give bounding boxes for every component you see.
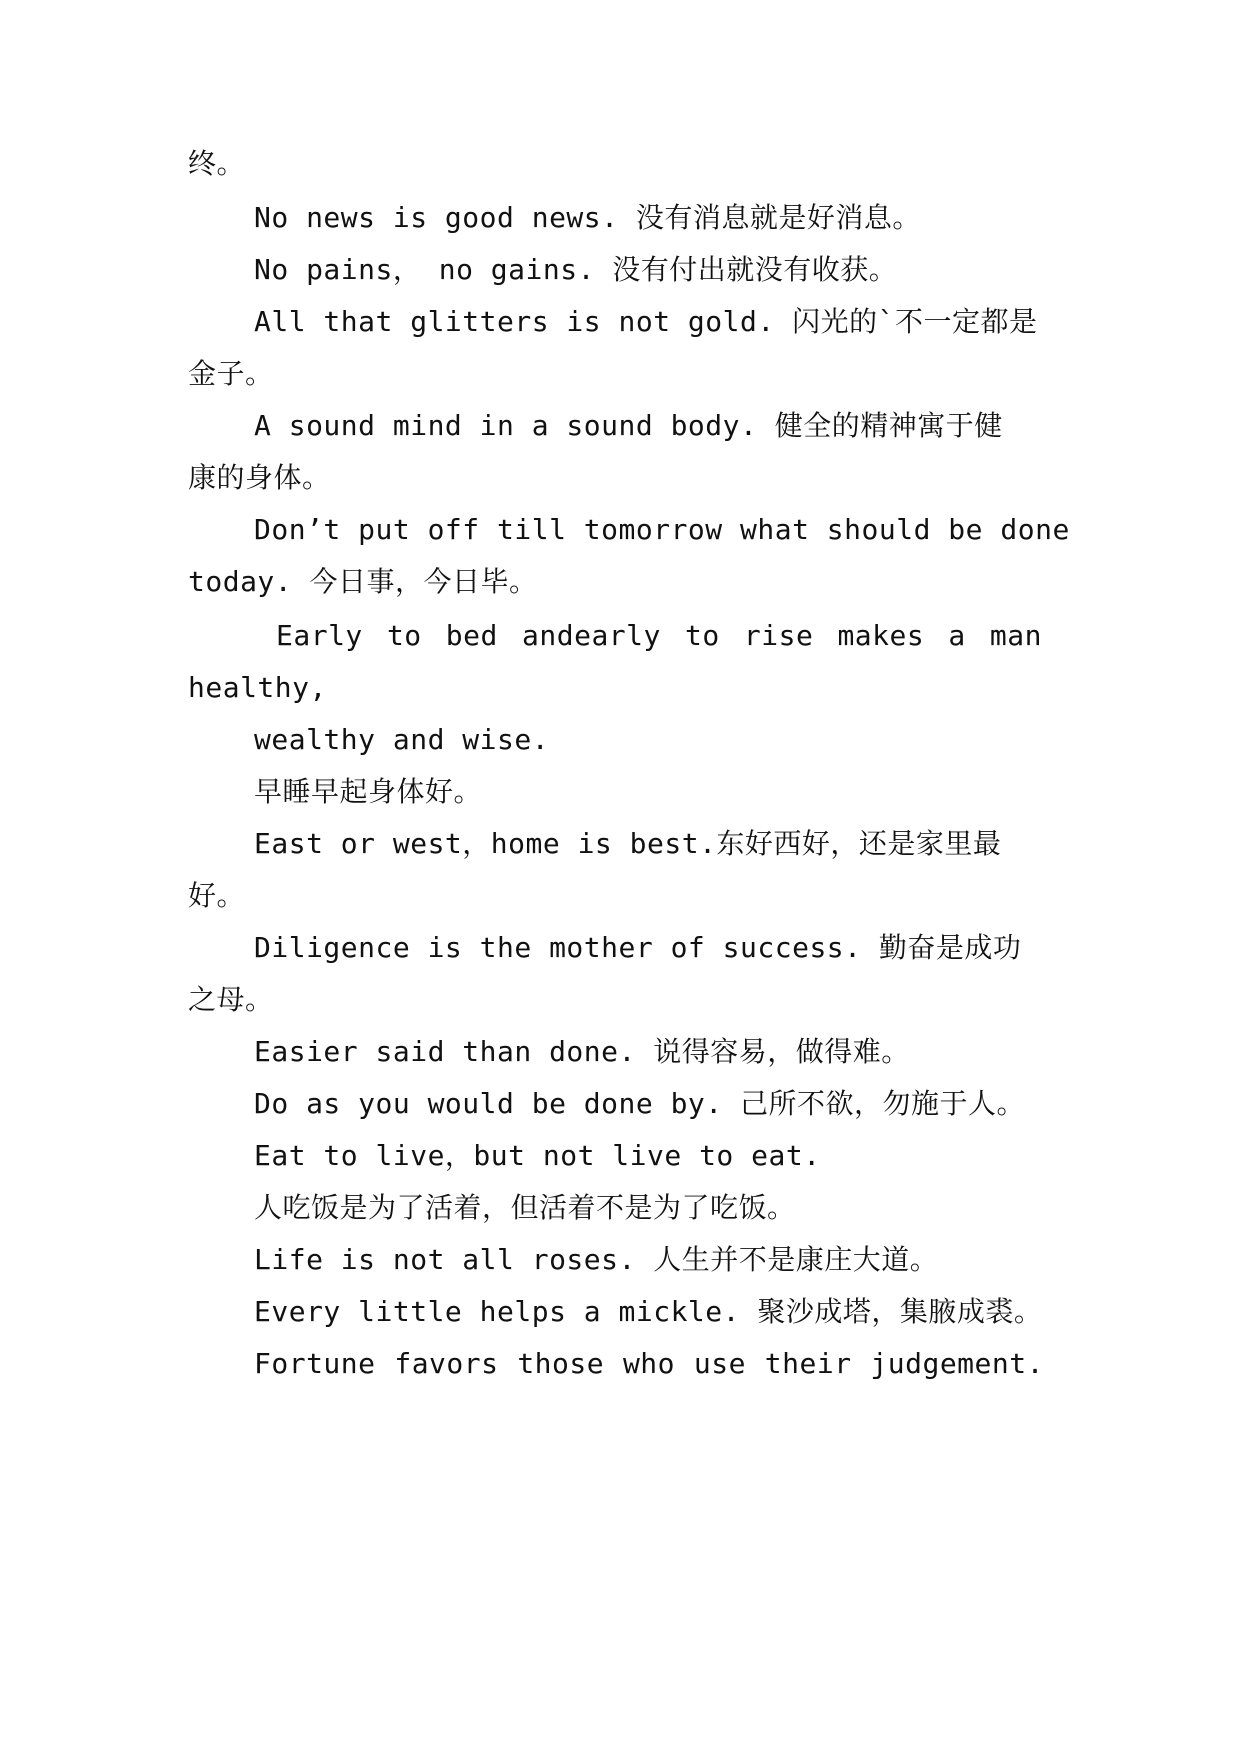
text-line-13: 早睡早起身体好。: [254, 775, 483, 808]
word-those: those: [517, 1347, 605, 1380]
word-andearly: andearly: [522, 619, 661, 652]
text-line-2: No news is good news. 没有消息就是好消息。: [254, 201, 921, 234]
text-line-8: Don’t put off till tomorrow what should be done: [254, 513, 1070, 546]
word-their: their: [764, 1347, 852, 1380]
word-rise: rise: [743, 619, 814, 652]
text-line-21: 人吃饭是为了活着，但活着不是为了吃饭。: [254, 1191, 796, 1224]
word-judgement: judgement.: [870, 1347, 1044, 1380]
text-line-17: 之母。: [188, 983, 274, 1016]
text-line-3: No pains， no gains. 没有付出就没有收获。: [254, 253, 898, 286]
text-line-14: East or west，home is best.东好西好，还是家里最: [254, 827, 1002, 860]
word-fortune: Fortune: [254, 1347, 376, 1380]
text-line-1: 终。: [188, 147, 246, 180]
word-a: a: [948, 619, 966, 652]
text-line-20: Eat to live，but not live to eat.: [254, 1139, 821, 1172]
text-line-12: wealthy and wise.: [254, 723, 550, 756]
word-to-1: to: [386, 619, 422, 652]
word-who: who: [622, 1347, 676, 1380]
text-line-9: today. 今日事，今日毕。: [188, 565, 538, 598]
text-line-4: All that glitters is not gold. 闪光的`不一定都是: [254, 305, 1038, 338]
text-line-10: [276, 616, 1042, 656]
word-to-2: to: [685, 619, 720, 652]
word-bed: bed: [445, 619, 498, 652]
word-makes: makes: [837, 619, 925, 652]
text-line-24: [254, 1344, 1044, 1384]
text-line-23: Every little helps a mickle. 聚沙成塔，集腋成裘。: [254, 1295, 1043, 1328]
text-line-7: 康的身体。: [188, 461, 331, 494]
text-line-15: 好。: [188, 879, 246, 912]
word-use: use: [693, 1347, 746, 1380]
text-line-18: Easier said than done. 说得容易，做得难。: [254, 1035, 910, 1068]
text-line-19: Do as you would be done by. 己所不欲，勿施于人。: [254, 1087, 1026, 1120]
text-line-16: Diligence is the mother of success. 勤奋是成功: [254, 931, 1022, 964]
word-man: man: [989, 619, 1042, 652]
text-line-5: 金子。: [188, 357, 274, 390]
text-line-11: healthy,: [188, 671, 327, 704]
word-favors: favors: [394, 1347, 499, 1380]
text-line-22: Life is not all roses. 人生并不是康庄大道。: [254, 1243, 939, 1276]
word-early: Early: [276, 619, 363, 652]
text-line-6: A sound mind in a sound body. 健全的精神寓于健: [254, 409, 1003, 442]
